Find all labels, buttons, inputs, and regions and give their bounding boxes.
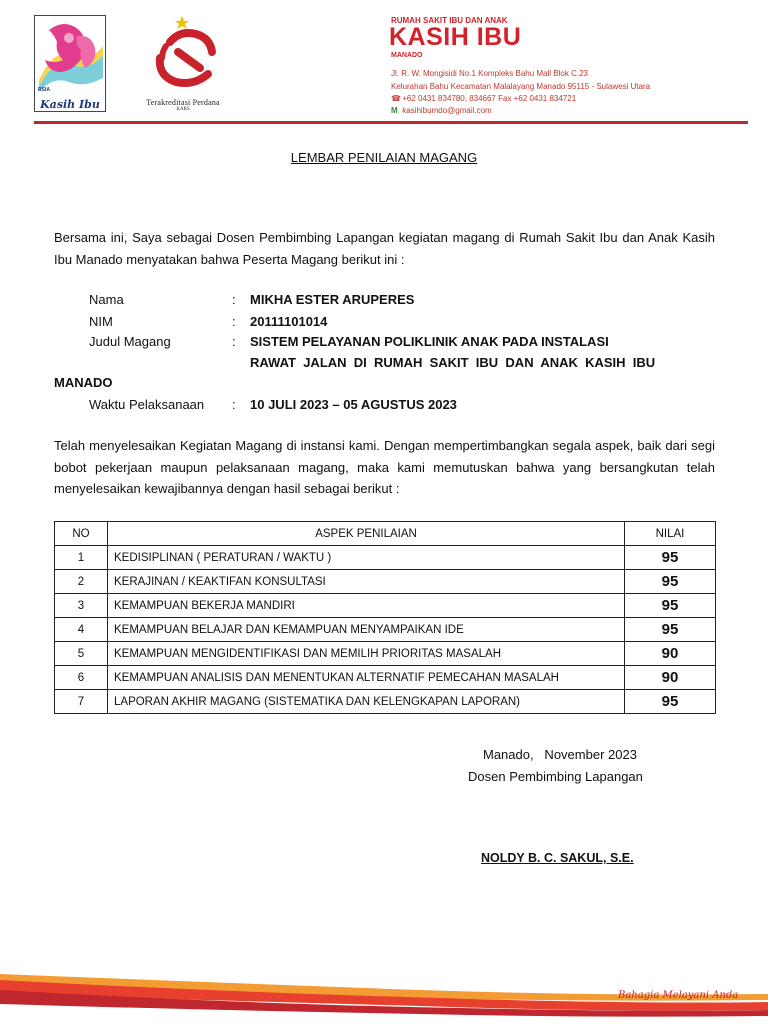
table-row <box>55 570 716 594</box>
name-label: Nama <box>89 292 124 307</box>
mail-icon: M <box>391 106 398 115</box>
address-line-1: Jl. R. W. Mongisidi No.1 Kompleks Bahu Mall Blok C.23 <box>391 69 588 78</box>
row-aspek: KEMAMPUAN MENGIDENTIFIKASI DAN MEMILIH PRIORITAS MASALAH <box>108 642 625 666</box>
phone-line <box>391 94 576 104</box>
name-colon: : <box>232 292 236 307</box>
row-aspek: KEMAMPUAN ANALISIS DAN MENENTUKAN ALTERNATIF PEMECAHAN MASALAH <box>108 666 625 690</box>
table-row <box>55 642 716 666</box>
row-aspek: KEMAMPUAN BELAJAR DAN KEMAMPUAN MENYAMPAIKAN IDE <box>108 618 625 642</box>
row-no: 3 <box>55 594 108 618</box>
internship-title-line-1: SISTEM PELAYANAN POLIKLINIK ANAK PADA INSTALASI <box>250 334 609 349</box>
table-header-row <box>55 522 716 546</box>
internship-title-colon: : <box>232 334 236 349</box>
period-value: 10 JULI 2023 – 05 AGUSTUS 2023 <box>250 397 457 412</box>
hospital-city: MANADO <box>391 52 423 59</box>
row-aspek: LAPORAN AKHIR MAGANG (SISTEMATIKA DAN KELENGKAPAN LAPORAN) <box>108 690 625 714</box>
document-title: LEMBAR PENILAIAN MAGANG <box>290 150 478 165</box>
signer-name: NOLDY B. C. SAKUL, S.E. <box>481 851 634 865</box>
row-no: 4 <box>55 618 108 642</box>
closing-paragraph: Telah menyelesaikan Kegiatan Magang di instansi kami. Dengan mempertimbangkan segala aspek, baik dari segi bobot pekerjaan maupun pelaksanaan magang, maka kami memutuskan bahwa yang bersangkutan telah menyelesaikan kewajibannya dengan hasil sebagai berikut : <box>54 438 715 496</box>
period-colon: : <box>232 397 236 412</box>
row-no: 2 <box>55 570 108 594</box>
hospital-type: RUMAH SAKIT IBU DAN ANAK <box>391 16 508 25</box>
internship-title-line-3: MANADO <box>54 375 113 390</box>
row-nilai: 95 <box>625 690 716 714</box>
row-no: 1 <box>55 546 108 570</box>
place-date: Manado, November 2023 <box>483 747 637 762</box>
row-aspek: KEDISIPLINAN ( PERATURAN / WAKTU ) <box>108 546 625 570</box>
email-line <box>391 106 492 116</box>
header-divider <box>34 121 748 124</box>
footer-motto: Bahagia Melayani Anda <box>618 990 739 1001</box>
row-no: 7 <box>55 690 108 714</box>
row-nilai: 90 <box>625 666 716 690</box>
internship-title-label: Judul Magang <box>89 334 171 349</box>
phone-text: +62 0431 834780, 834667 Fax +62 0431 834721 <box>402 94 577 103</box>
email-text: kasihibumdo@gmail.com <box>402 106 492 115</box>
internship-title-line-2: RAWAT JALAN DI RUMAH SAKIT IBU DAN ANAK KASIH IBU <box>250 355 656 370</box>
address-line-2: Kelurahan Bahu Kecamatan Malalayang Manado 95115 - Sulawesi Utara <box>391 82 651 91</box>
signer-role: Dosen Pembimbing Lapangan <box>468 769 643 784</box>
accreditation-sub-label: KARS <box>176 107 190 112</box>
assessment-table <box>54 521 716 714</box>
header-no: NO <box>55 522 108 546</box>
rsia-kasih-ibu-logo <box>34 15 106 112</box>
header-nilai: NILAI <box>625 522 716 546</box>
kars-accreditation-logo <box>140 12 240 92</box>
phone-icon: ☎ <box>391 94 401 103</box>
table-row <box>55 594 716 618</box>
nim-colon: : <box>232 314 236 329</box>
table-row <box>55 618 716 642</box>
accreditation-label: Terakreditasi Perdana <box>146 98 220 107</box>
intro-paragraph: Bersama ini, Saya sebagai Dosen Pembimbing Lapangan kegiatan magang di Rumah Sakit Ibu dan Anak Kasih Ibu Manado menyatakan bahwa Peserta Magang berikut ini : <box>54 230 715 267</box>
row-nilai: 90 <box>625 642 716 666</box>
table-row <box>55 666 716 690</box>
row-no: 6 <box>55 666 108 690</box>
logo-rsia-text: RSIA <box>38 87 50 93</box>
name-value: MIKHA ESTER ARUPERES <box>250 292 415 307</box>
row-nilai: 95 <box>625 570 716 594</box>
period-label: Waktu Pelaksanaan <box>89 397 205 412</box>
row-aspek: KERAJINAN / KEAKTIFAN KONSULTASI <box>108 570 625 594</box>
nim-label: NIM <box>89 314 113 329</box>
row-nilai: 95 <box>625 618 716 642</box>
row-aspek: KEMAMPUAN BEKERJA MANDIRI <box>108 594 625 618</box>
table-row <box>55 546 716 570</box>
row-nilai: 95 <box>625 546 716 570</box>
nim-value: 20111101014 <box>250 314 328 329</box>
header-aspek: ASPEK PENILAIAN <box>108 522 625 546</box>
row-nilai: 95 <box>625 594 716 618</box>
hospital-name: KASIH IBU <box>389 23 522 51</box>
row-no: 5 <box>55 642 108 666</box>
logo-kasih-ibu-text: Kasih Ibu <box>40 98 100 111</box>
table-row <box>55 690 716 714</box>
